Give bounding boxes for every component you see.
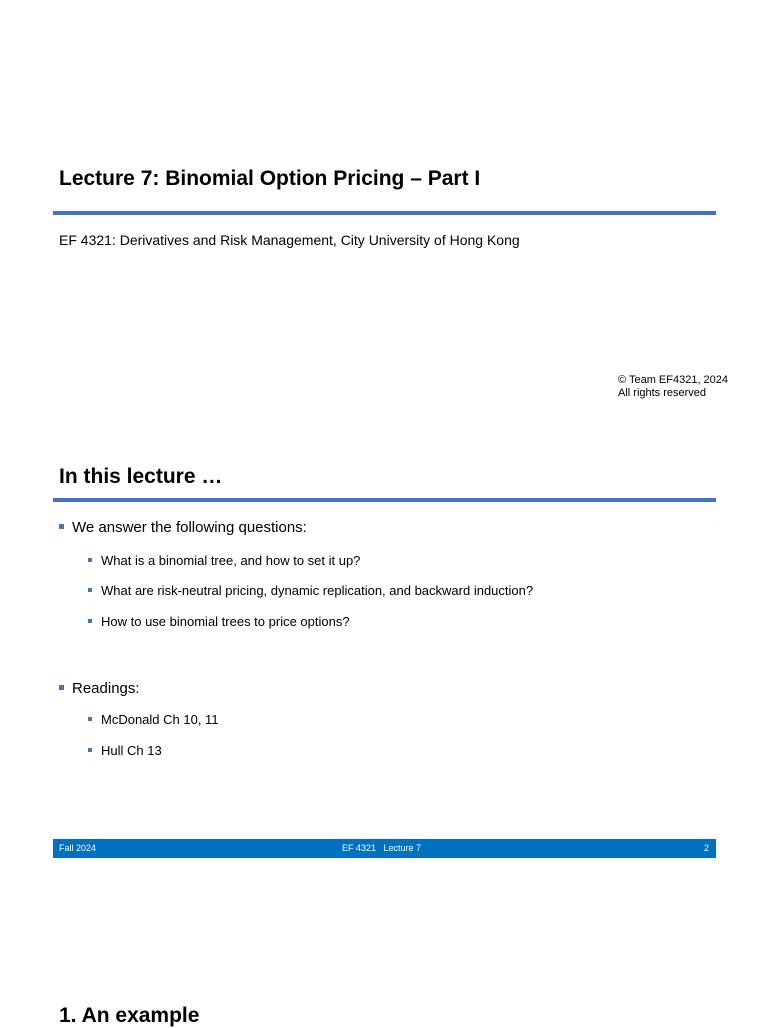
copyright-line-2: All rights reserved [618,386,707,399]
slide2-title-rule [53,498,716,502]
slide1-title-rule [53,211,716,215]
list-item [88,743,162,759]
question-text: What are risk-neutral pricing, dynamic replication, and backward induction? [101,583,534,598]
slide3-title: 1. An example [59,1004,200,1027]
bullet-square-icon [88,717,92,721]
slide1-subtitle: EF 4321: Derivatives and Risk Management, City University of Hong Kong [59,232,520,248]
list-item [88,553,360,569]
bullet-readings-text: Readings: [72,680,140,697]
bullet-questions [59,519,307,537]
reading-text: McDonald Ch 10, 11 [101,712,219,727]
footer-page-number: 2 [703,843,709,853]
bullet-square-icon [88,748,92,752]
bullet-square-icon [88,588,92,592]
slide2-footer-bar [53,839,716,858]
slide1-title: Lecture 7: Binomial Option Pricing – Part I [59,167,481,190]
copyright-notice [618,374,728,399]
bullet-square-icon [88,619,92,623]
question-text: What is a binomial tree, and how to set it up? [101,553,361,568]
list-item [88,583,533,599]
bullet-readings [59,680,140,698]
footer-course-lecture: EF 4321 Lecture 7 [342,843,422,853]
bullet-square-icon [59,685,64,690]
copyright-line-1: © Team EF4321, 2024 [618,374,729,386]
reading-text: Hull Ch 13 [101,743,162,758]
list-item [88,712,219,728]
list-item [88,614,350,630]
footer-term: Fall 2024 [59,843,97,853]
bullet-questions-text: We answer the following questions: [72,519,307,536]
bullet-square-icon [59,524,64,529]
question-text: How to use binomial trees to price options? [101,614,350,629]
bullet-square-icon [88,558,92,562]
slide2-title: In this lecture … [59,465,223,488]
